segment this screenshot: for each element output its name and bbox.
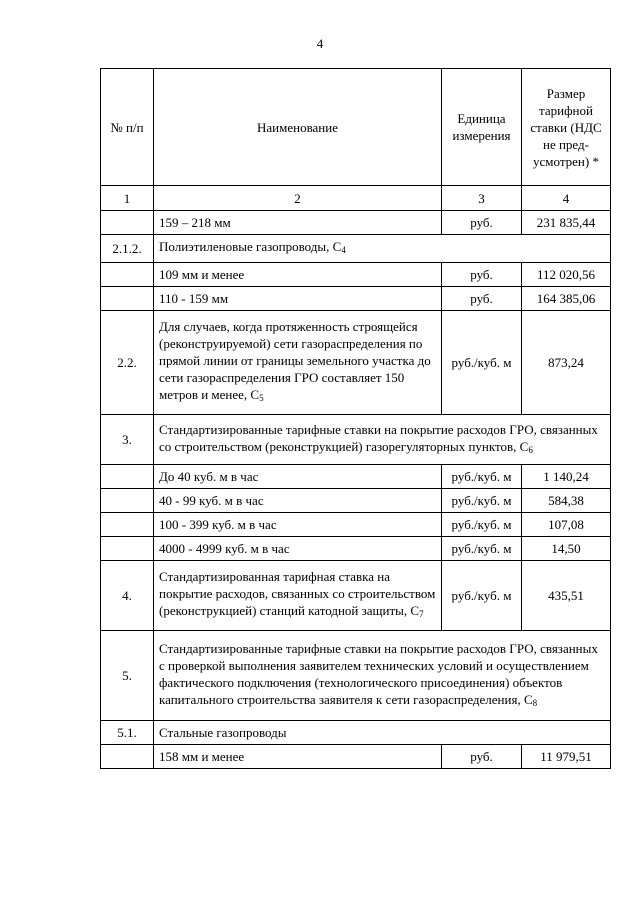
row-value: 873,24 (522, 311, 611, 415)
table-row (101, 537, 611, 561)
row-name (154, 287, 442, 311)
row-unit: руб./куб. м (442, 513, 522, 537)
row-number: 5. (101, 631, 154, 721)
row-value: 435,51 (522, 561, 611, 631)
row-value: 231 835,44 (522, 211, 611, 235)
row-number: 5.1. (101, 721, 154, 745)
row-unit: руб. (442, 287, 522, 311)
row-name-text: Стальные газопроводы (159, 725, 287, 740)
row-unit: руб./куб. м (442, 537, 522, 561)
row-unit: руб./куб. м (442, 311, 522, 415)
row-name-text: Для случаев, когда протяженность строящейся (реконструируемой) сети газораспределения по прямой линии от границы земельного участка до сети газораспределения ГРО составляет 150 метров и менее, C (159, 319, 431, 402)
row-name (154, 235, 611, 263)
row-name (154, 211, 442, 235)
row-name-text: 4000 - 4999 куб. м в час (159, 541, 290, 556)
row-unit: руб./куб. м (442, 465, 522, 489)
table-row (101, 489, 611, 513)
row-value: 107,08 (522, 513, 611, 537)
row-number (101, 263, 154, 287)
row-number: 3. (101, 415, 154, 465)
table-header-row (101, 69, 611, 186)
row-name-text: Стандартизированная тарифная ставка на покрытие расходов, связанных со строительством (реконструкцией) станций катодной защиты, C (159, 569, 436, 618)
row-name-text: 159 – 218 мм (159, 215, 231, 230)
row-value: 112 020,56 (522, 263, 611, 287)
index-cell: 1 (101, 186, 154, 211)
index-cell: 4 (522, 186, 611, 211)
table-row (101, 235, 611, 263)
table-row (101, 561, 611, 631)
column-index-row (101, 186, 611, 211)
subscript-index: 7 (419, 609, 424, 619)
row-name-text: 100 - 399 куб. м в час (159, 517, 277, 532)
row-name-text: Полиэтиленовые газопроводы, C (159, 239, 342, 254)
row-name (154, 537, 442, 561)
row-name (154, 415, 611, 465)
table-row (101, 211, 611, 235)
row-name-text: 110 - 159 мм (159, 291, 229, 306)
row-name-text: Стандартизированные тарифные ставки на покрытие расходов ГРО, связанных с проверкой выполнения заявителем технических условий и осуществлением фактического подключения (технологического присоединения) объектов капитального строительства заявителя к сети газораспределения, C (159, 640, 598, 707)
table-row (101, 287, 611, 311)
table-row (101, 311, 611, 415)
row-name-text: 109 мм и менее (159, 267, 245, 282)
row-number (101, 745, 154, 769)
row-name-text: 158 мм и менее (159, 749, 245, 764)
row-unit: руб./куб. м (442, 489, 522, 513)
row-value: 584,38 (522, 489, 611, 513)
index-cell: 2 (154, 186, 442, 211)
table-row (101, 415, 611, 465)
row-name-text: До 40 куб. м в час (159, 469, 259, 484)
row-number (101, 465, 154, 489)
tariff-table (100, 68, 611, 769)
row-name-text: Стандартизированные тарифные ставки на покрытие расходов ГРО, связанных со строительством (реконструкцией) газорегуляторных пунктов, C (159, 421, 598, 454)
row-unit: руб. (442, 263, 522, 287)
row-name (154, 513, 442, 537)
row-name (154, 721, 611, 745)
row-name (154, 465, 442, 489)
row-number: 2.2. (101, 311, 154, 415)
row-value: 164 385,06 (522, 287, 611, 311)
subscript-index: 4 (341, 245, 346, 255)
header-name: Наименование (154, 69, 442, 186)
row-value: 14,50 (522, 537, 611, 561)
row-name-text: 40 - 99 куб. м в час (159, 493, 264, 508)
row-number (101, 287, 154, 311)
subscript-index: 6 (528, 444, 533, 455)
row-name (154, 489, 442, 513)
index-cell: 3 (442, 186, 522, 211)
header-unit: Единица измерения (442, 69, 522, 186)
row-name (154, 561, 442, 631)
row-unit: руб./куб. м (442, 561, 522, 631)
row-unit: руб. (442, 211, 522, 235)
table-row (101, 263, 611, 287)
row-number: 2.1.2. (101, 235, 154, 263)
row-number (101, 489, 154, 513)
row-name (154, 311, 442, 415)
row-number (101, 513, 154, 537)
header-rate: Размер тарифной ставки (НДС не пред-усмотрен) * (522, 69, 611, 186)
row-number (101, 537, 154, 561)
page-number: 4 (316, 36, 324, 51)
subscript-index: 5 (259, 393, 264, 403)
row-value: 11 979,51 (522, 745, 611, 769)
table-row (101, 631, 611, 721)
subscript-index: 8 (532, 697, 538, 708)
table-row (101, 745, 611, 769)
table-row (101, 513, 611, 537)
row-name (154, 631, 611, 721)
row-number: 4. (101, 561, 154, 631)
header-number: № п/п (101, 69, 154, 186)
row-name (154, 745, 442, 769)
row-value: 1 140,24 (522, 465, 611, 489)
table-row (101, 721, 611, 745)
row-unit: руб. (442, 745, 522, 769)
table-row (101, 465, 611, 489)
row-name (154, 263, 442, 287)
row-number (101, 211, 154, 235)
